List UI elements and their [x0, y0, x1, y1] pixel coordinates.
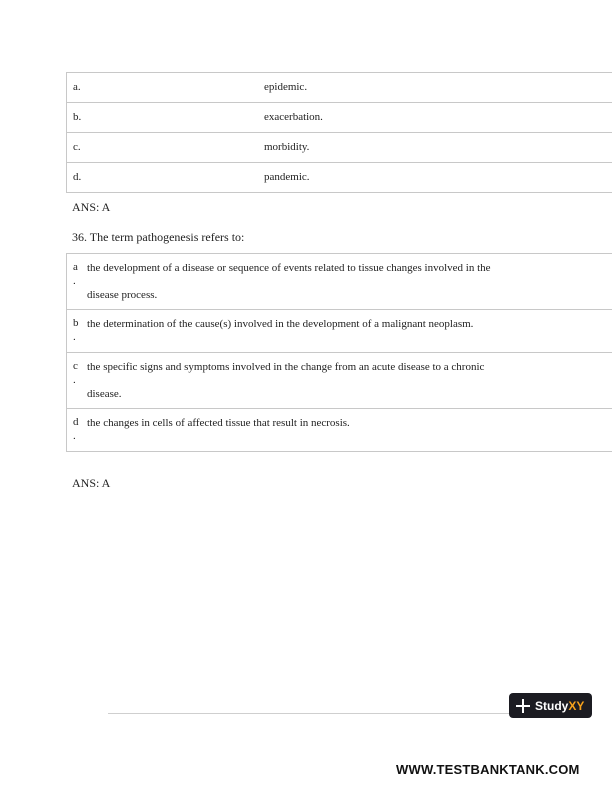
option-text-line1: the determination of the cause(s) involved in the development of a malignant neoplasm. [87, 318, 474, 330]
footer-divider [108, 713, 510, 714]
option-text-line1: the development of a disease or sequence of events related to tissue changes involved in the [87, 262, 491, 274]
option-row [67, 353, 612, 409]
option-dot: . [73, 275, 76, 287]
option-text: pandemic. [264, 163, 612, 193]
option-text-line2: disease. [87, 388, 122, 400]
logo-text-main: Study [535, 698, 569, 713]
q35-options-table [66, 72, 612, 193]
option-dot: . [73, 331, 76, 343]
studyxy-logo [509, 693, 592, 718]
option-letter: a [73, 261, 78, 273]
option-dot: . [73, 430, 76, 442]
logo-text-accent: XY [568, 698, 585, 713]
option-row [67, 310, 612, 353]
option-text-line2: disease process. [87, 289, 158, 301]
option-text: exacerbation. [264, 103, 612, 133]
plus-icon [516, 699, 530, 713]
option-letter: a. [67, 73, 265, 103]
option-row [67, 409, 612, 452]
option-text-line1: the changes in cells of affected tissue that result in necrosis. [87, 417, 350, 429]
option-row [67, 133, 612, 163]
option-dot: . [73, 374, 76, 386]
website-url: WWW.TESTBANKTANK.COM [396, 762, 580, 777]
q36-options-table [66, 253, 612, 452]
option-letter: b. [67, 103, 265, 133]
q35-answer: ANS: A [72, 200, 111, 214]
option-text-line1: the specific signs and symptoms involved in the change from an acute disease to a chronic [87, 361, 485, 373]
option-letter: c [73, 360, 78, 372]
option-row [67, 163, 612, 193]
option-text: epidemic. [264, 73, 612, 103]
option-letter: d. [67, 163, 265, 193]
option-row [67, 103, 612, 133]
q36-answer: ANS: A [72, 476, 111, 490]
option-row [67, 73, 612, 103]
option-letter: d [73, 416, 79, 428]
option-letter: b [73, 317, 79, 329]
option-text: morbidity. [264, 133, 612, 163]
option-letter: c. [67, 133, 265, 163]
option-row [67, 254, 612, 310]
q36-stem: 36. The term pathogenesis refers to: [72, 230, 245, 244]
